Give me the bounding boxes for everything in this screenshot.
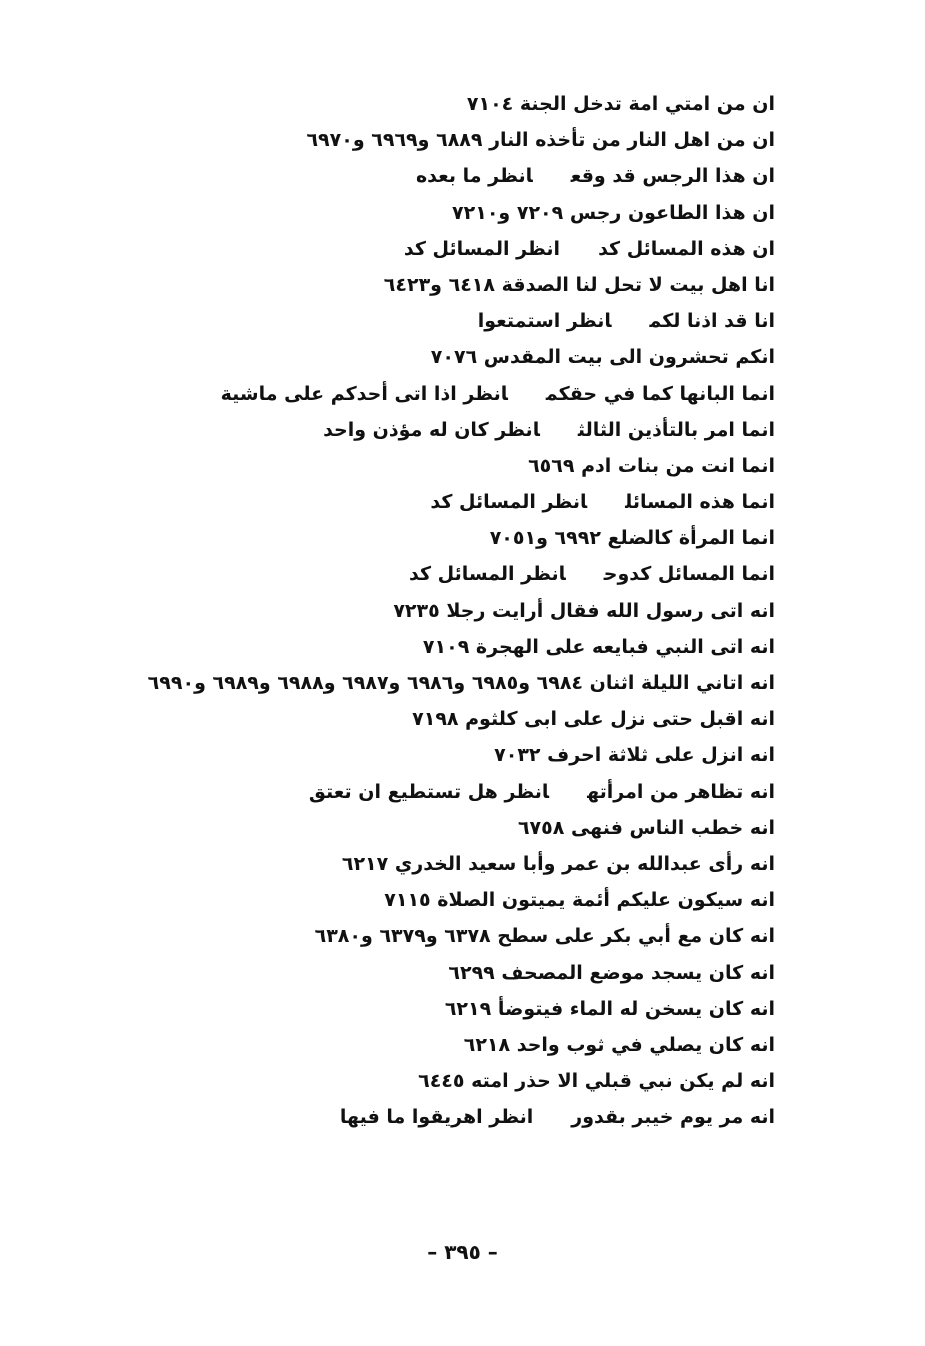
entry-text: انما هذه المسائل <box>625 491 775 514</box>
index-entry <box>55 520 775 556</box>
index-entry <box>55 484 775 520</box>
index-entry <box>55 665 775 701</box>
entry-text: انما المسائل كدوح <box>603 563 775 586</box>
entry-text: انا اهل بيت لا تحل لنا الصدقة ٦٤١٨ و٦٤٢٣ <box>383 273 775 296</box>
index-entry <box>55 303 775 339</box>
entry-text: انه كان مع أبي بكر على سطح ٦٣٧٨ و٦٣٧٩ و٦٣٨٠ <box>314 925 775 948</box>
index-entry <box>55 339 775 375</box>
cross-reference: انظر المسائل كد <box>408 563 566 586</box>
index-entry <box>55 991 775 1027</box>
entry-text: انما امر بالتأذين الثالث <box>577 418 775 441</box>
index-entry <box>55 448 775 484</box>
entry-text: انما البانها كما في حقكم <box>545 382 775 405</box>
index-entry <box>55 1027 775 1063</box>
cross-reference: انظر اهريقوا ما فيها <box>339 1106 534 1129</box>
index-entry <box>55 231 775 267</box>
index-entry-list <box>55 86 775 1135</box>
index-entry <box>55 810 775 846</box>
index-entry <box>55 122 775 158</box>
index-entry <box>55 846 775 882</box>
entry-text: انه لم يكن نبي قبلي الا حذر امته ٦٤٤٥ <box>418 1070 775 1093</box>
entry-text: انما انت من بنات ادم ٦٥٦٩ <box>528 454 775 477</box>
entry-text: انه انزل على ثلاثة احرف ٧٠٣٢ <box>494 744 775 767</box>
index-entry <box>55 918 775 954</box>
index-entry <box>55 376 775 412</box>
index-entry <box>55 158 775 194</box>
entry-text: ان هذه المسائل كد <box>598 237 775 260</box>
cross-reference: انظر استمتعوا <box>477 310 612 333</box>
index-entry <box>55 882 775 918</box>
cross-reference: انظر كان له مؤذن واحد <box>323 418 540 441</box>
entry-text: انه كان يسجد موضع المصحف ٦٢٩٩ <box>448 961 775 984</box>
index-entry <box>55 412 775 448</box>
index-entry <box>55 701 775 737</box>
entry-text: ان هذا الرجس قد وقع <box>570 165 775 188</box>
cross-reference: انظر المسائل كد <box>403 237 561 260</box>
index-entry <box>55 737 775 773</box>
entry-text: انه اتاني الليلة اثنان ٦٩٨٤ و٦٩٨٥ و٦٩٨٦ و٦٩٨٧ و٦٩٨٨ و٦٩٨٩ و٦٩٩٠ <box>147 672 775 694</box>
entry-text: انما المرأة كالضلع ٦٩٩٢ و٧٠٥١ <box>489 527 775 550</box>
entry-text: انه خطب الناس فنهى ٦٧٥٨ <box>517 816 775 839</box>
index-entry <box>55 195 775 231</box>
entry-text: انكم تحشرون الى بيت المقدس ٧٠٧٦ <box>430 346 775 369</box>
entry-text: انه اتى النبي فبايعه على الهجرة ٧١٠٩ <box>422 635 775 658</box>
index-entry <box>55 629 775 665</box>
index-entry <box>55 86 775 122</box>
entry-text: ان هذا الطاعون رجس ٧٢٠٩ و٧٢١٠ <box>452 201 775 224</box>
index-entry <box>55 1063 775 1099</box>
entry-text: انه كان يصلي في ثوب واحد ٦٢١٨ <box>463 1033 775 1056</box>
entry-text: انه اقبل حتى نزل على ابى كلثوم ٧١٩٨ <box>412 708 775 731</box>
index-entry <box>55 955 775 991</box>
cross-reference: انظر المسائل كد <box>430 491 588 514</box>
entry-text: ان من اهل النار من تأخذه النار ٦٨٨٩ و٦٩٦٩ و٦٩٧٠ <box>306 129 775 152</box>
entry-text: انه تظاهر من امرأته <box>587 780 775 803</box>
index-entry <box>55 774 775 810</box>
index-entry <box>55 556 775 592</box>
entry-text: انه رأى عبدالله بن عمر وأبا سعيد الخدري ٦٢١٧ <box>341 852 775 875</box>
index-entry <box>55 593 775 629</box>
entry-text: انا قد اذنا لكم <box>649 310 775 333</box>
cross-reference: انظر ما بعده <box>415 165 533 188</box>
entry-text: انه مر يوم خيبر بقدور <box>571 1106 775 1129</box>
cross-reference: انظر هل تستطيع ان تعتق <box>308 780 550 803</box>
cross-reference: انظر اذا اتى أحدكم على ماشية <box>220 382 508 405</box>
entry-text: انه كان يسخن له الماء فيتوضأ ٦٢١٩ <box>444 997 775 1020</box>
entry-text: ان من امتي امة تدخل الجنة ٧١٠٤ <box>466 93 775 115</box>
entry-text: انه اتى رسول الله فقال أرايت رجلا ٧٢٣٥ <box>393 599 775 622</box>
index-entry <box>55 1099 775 1135</box>
index-entry <box>55 267 775 303</box>
page-number: – ٣٩٥ – <box>427 1240 498 1264</box>
entry-text: انه سيكون عليكم أئمة يميتون الصلاة ٧١١٥ <box>384 889 775 912</box>
